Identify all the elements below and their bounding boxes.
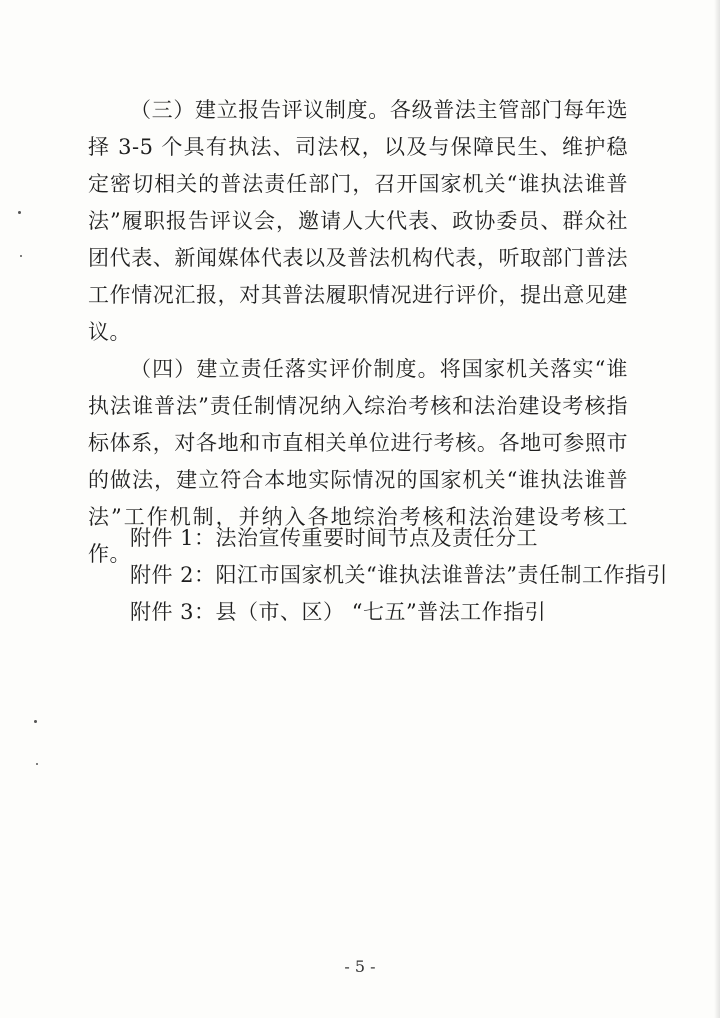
- body-text: [88, 92, 628, 573]
- paragraph-report-review: （三）建立报告评议制度。各级普法主管部门每年选择 3-5 个具有执法、司法权，以及与保障民生、维护稳定密切相关的普法责任部门，召开国家机关“谁执法谁普法”履职报告评议会，邀请人大代表、政协委员、群众社团代表、新闻媒体代表以及普法机构代表，听取部门普法工作情况汇报，对其普法履职情况进行评价，提出意见建议。: [88, 98, 628, 344]
- page-number: - 5 -: [344, 957, 376, 976]
- attachments-list: [130, 520, 669, 631]
- scan-speck: [18, 211, 21, 214]
- attachment-item: 附件 1：法治宣传重要时间节点及责任分工: [130, 526, 539, 550]
- attachment-item: 附件 3：县（市、区） “七五”普法工作指引: [130, 600, 547, 624]
- scan-speck: [36, 763, 38, 765]
- attachment-item: 附件 2：阳江市国家机关“谁执法谁普法”责任制工作指引: [130, 563, 669, 587]
- scan-speck: [34, 720, 37, 723]
- scan-speck: [20, 255, 22, 257]
- page-edge-shadow: [714, 0, 720, 1018]
- paragraph-responsibility-evaluation: （四）建立责任落实评价制度。将国家机关落实“谁执法谁普法”责任制情况纳入综治考核和法治建设考核指标体系，对各地和市直相关单位进行考核。各地可参照市的做法，建立符合本地实际情况的国家机关“谁执法谁普法”工作机制，并纳入各地综治考核和法治建设考核工作。: [88, 357, 628, 566]
